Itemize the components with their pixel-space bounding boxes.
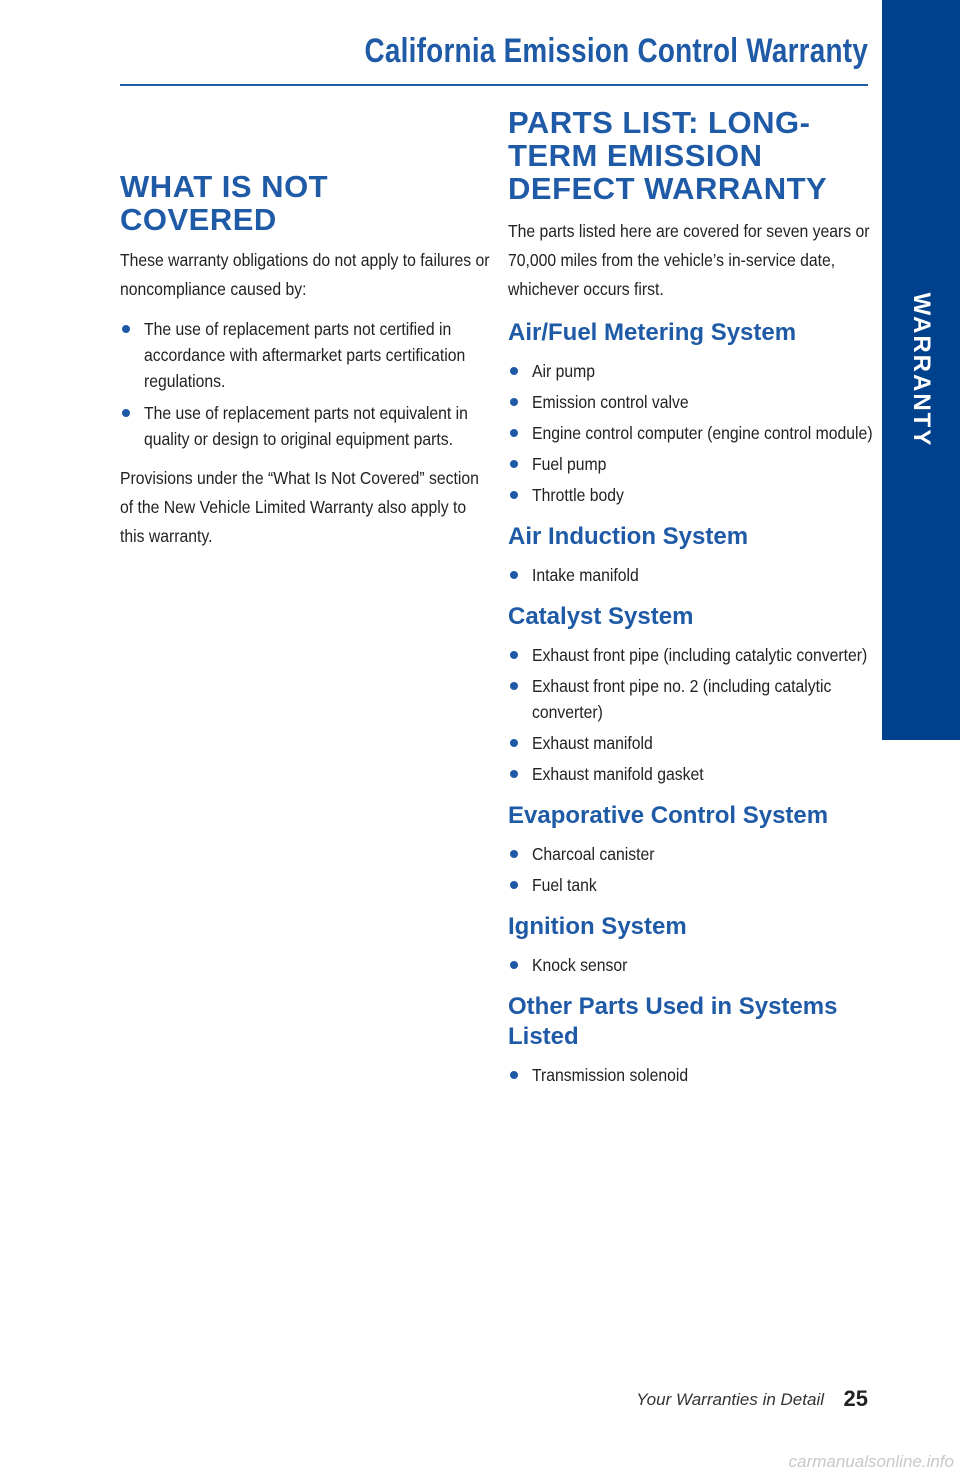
list-item: [508, 358, 876, 384]
section-heading: Catalyst System: [508, 603, 694, 630]
bullet-icon: [510, 429, 518, 437]
list-item-text: The use of replacement parts not equivalent in quality or design to original equipment parts.: [144, 403, 468, 449]
list-item: [508, 673, 876, 725]
list-item: [508, 1062, 876, 1088]
bullet-icon: [510, 770, 518, 778]
parts-list: [508, 1062, 876, 1088]
not-covered-heading: WHAT IS NOT COVERED: [120, 169, 329, 237]
parts-list: [508, 562, 876, 588]
parts-list-heading: PARTS LIST: LONG-TERM EMISSION DEFECT WARRANTY: [508, 105, 828, 206]
parts-list: [508, 358, 876, 508]
list-item-text: Exhaust front pipe no. 2 (including catalytic converter): [532, 676, 832, 722]
not-covered-list: [120, 316, 490, 452]
parts-list-intro: The parts listed here are covered for seven years or 70,000 miles from the vehicle’s in-service date, whichever occurs first.: [508, 221, 870, 299]
not-covered-intro: These warranty obligations do not apply to failures or noncompliance caused by:: [120, 250, 490, 299]
section-heading: Air Induction System: [508, 523, 749, 550]
list-item: [508, 389, 876, 415]
list-item: [508, 872, 876, 898]
list-item-text: Exhaust front pipe (including catalytic converter): [532, 645, 868, 665]
bullet-icon: [510, 881, 518, 889]
right-column: [508, 106, 876, 1093]
section-heading: Evaporative Control System: [508, 802, 829, 829]
list-item-text: Fuel pump: [532, 454, 607, 474]
page-header-title: California Emission Control Warranty: [364, 32, 868, 70]
list-item-text: Charcoal canister: [532, 844, 655, 864]
watermark: carmanualsonline.info: [788, 1452, 954, 1471]
parts-section: [508, 522, 876, 588]
list-item: [508, 451, 876, 477]
side-tab-label: WARRANTY: [908, 292, 935, 448]
list-item: [508, 952, 876, 978]
list-item: [508, 841, 876, 867]
list-item-text: Fuel tank: [532, 875, 597, 895]
header-rule: [120, 84, 868, 86]
list-item-text: Knock sensor: [532, 955, 628, 975]
list-item: [508, 482, 876, 508]
list-item: [120, 316, 490, 394]
bullet-icon: [122, 325, 130, 333]
list-item-text: Exhaust manifold: [532, 733, 653, 753]
list-item-text: Emission control valve: [532, 392, 689, 412]
section-heading: Other Parts Used in Systems Listed: [508, 993, 838, 1050]
footer-label: Your Warranties in Detail: [636, 1390, 824, 1409]
parts-section: [508, 992, 876, 1088]
list-item-text: Engine control computer (engine control module): [532, 423, 873, 443]
section-heading: Ignition System: [508, 913, 687, 940]
list-item-text: Throttle body: [532, 485, 624, 505]
list-item: [508, 420, 876, 446]
list-item-text: Air pump: [532, 361, 596, 381]
parts-list: [508, 952, 876, 978]
parts-list: [508, 642, 876, 787]
bullet-icon: [510, 739, 518, 747]
provisions-paragraph: Provisions under the “What Is Not Covered” section of the New Vehicle Limited Warranty also apply to this warranty.: [120, 468, 479, 546]
bullet-icon: [510, 651, 518, 659]
list-item: [120, 400, 490, 452]
bullet-icon: [510, 961, 518, 969]
bullet-icon: [510, 367, 518, 375]
parts-list: [508, 841, 876, 898]
section-heading: Air/Fuel Metering System: [508, 319, 797, 346]
list-item-text: Intake manifold: [532, 565, 639, 585]
bullet-icon: [510, 682, 518, 690]
list-item: [508, 730, 876, 756]
list-item: [508, 562, 876, 588]
left-column: [120, 170, 490, 551]
bullet-icon: [122, 409, 130, 417]
parts-section: [508, 801, 876, 898]
bullet-icon: [510, 850, 518, 858]
parts-section: [508, 912, 876, 978]
bullet-icon: [510, 460, 518, 468]
list-item: [508, 642, 876, 668]
parts-section: [508, 318, 876, 508]
bullet-icon: [510, 571, 518, 579]
bullet-icon: [510, 491, 518, 499]
parts-sections: [508, 318, 876, 1088]
bullet-icon: [510, 1071, 518, 1079]
list-item-text: Transmission solenoid: [532, 1065, 689, 1085]
bullet-icon: [510, 398, 518, 406]
page-number: 25: [843, 1386, 868, 1411]
parts-section: [508, 602, 876, 787]
list-item: [508, 761, 876, 787]
list-item-text: The use of replacement parts not certified in accordance with aftermarket parts certification regulations.: [144, 319, 466, 391]
list-item-text: Exhaust manifold gasket: [532, 764, 704, 784]
